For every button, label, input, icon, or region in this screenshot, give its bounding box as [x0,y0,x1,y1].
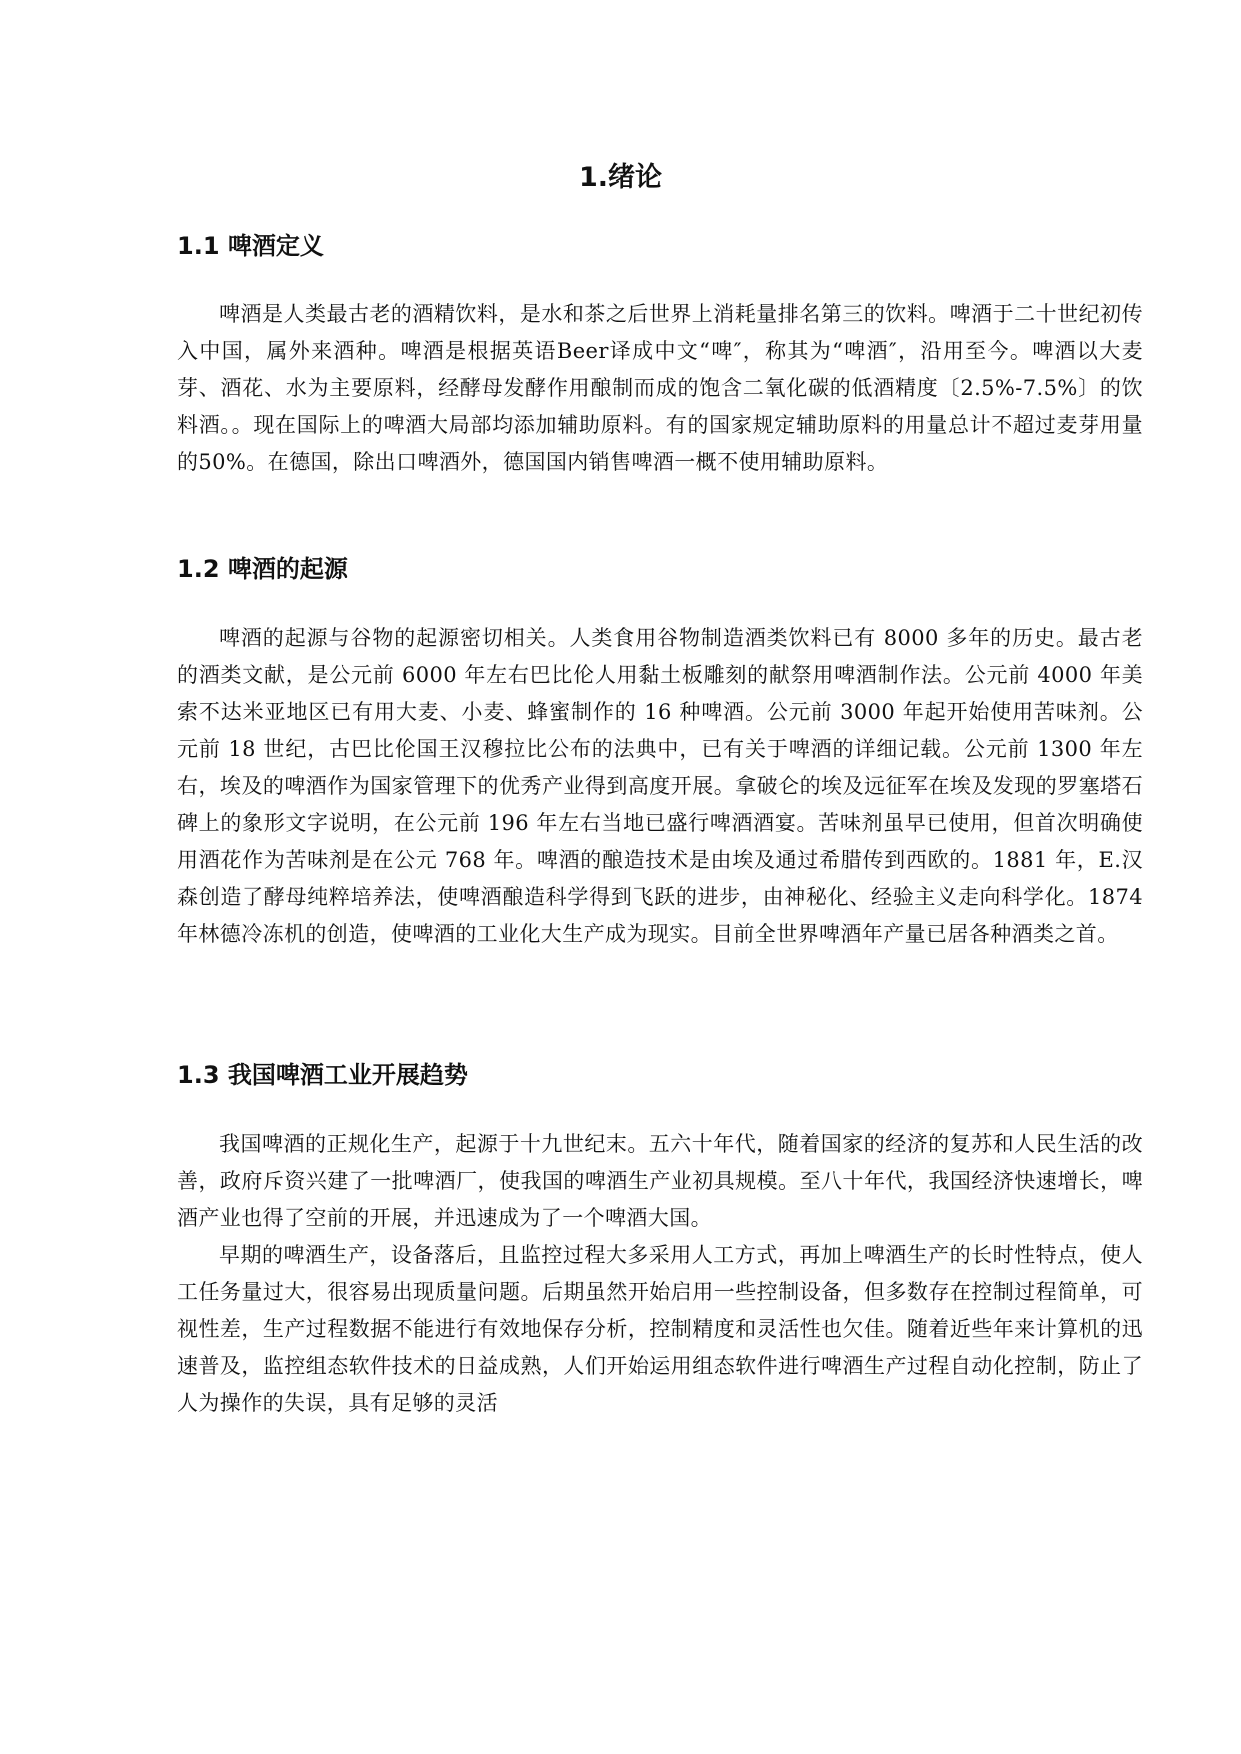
paragraph-beer-definition: 啤酒是人类最古老的酒精饮料，是水和茶之后世界上消耗量排名第三的饮料。啤酒于二十世纪初传入中国，属外来酒种。啤酒是根据英语Beer译成中文“啤″，称其为“啤酒″，沿用至今。啤酒以大麦芽、酒花、水为主要原料，经酵母发酵作用酿制而成的饱含二氧化碳的低酒精度〔2.5%-7.5%〕的饮料酒。。现在国际上的啤酒大局部均添加辅助原料。有的国家规定辅助原料的用量总计不超过麦芽用量的50%。在德国，除出口啤酒外，德国国内销售啤酒一概不使用辅助原料。 [177,302,1143,474]
paragraph-industry-history: 我国啤酒的正规化生产，起源于十九世纪末。五六十年代，随着国家的经济的复苏和人民生活的改善，政府斥资兴建了一批啤酒厂，使我国的啤酒生产业初具规模。至八十年代，我国经济快速增长，啤酒产业也得了空前的开展，并迅速成为了一个啤酒大国。 [177,1132,1143,1230]
chapter-title: 1.绪论 [578,162,663,193]
section-heading-1-3: 1.3 我国啤酒工业开展趋势 [177,1061,468,1089]
section-heading-1-2: 1.2 啤酒的起源 [177,555,348,583]
paragraph-beer-origin: 啤酒的起源与谷物的起源密切相关。人类食用谷物制造酒类饮料已有 8000 多年的历史。最古老的酒类文献，是公元前 6000 年左右巴比伦人用黏土板雕刻的献祭用啤酒制作法。公元前 4000 年美索不达米亚地区已有用大麦、小麦、蜂蜜制作的 16 种啤酒。公元前 3000 年起开始使用苦味剂。公元前 18 世纪，古巴比伦国王汉穆拉比公布的法典中，已有关于啤酒的详细记载。公元前 1300 年左右，埃及的啤酒作为国家管理下的优秀产业得到高度开展。拿破仑的埃及远征军在埃及发现的罗塞塔石碑上的象形文字说明，在公元前 196 年左右当地已盛行啤酒酒宴。苦味剂虽早已使用，但首次明确使用酒花作为苦味剂是在公元 768 年。啤酒的酿造技术是由埃及通过希腊传到西欧的。1881 年，E.汉森创造了酵母纯粹培养法，使啤酒酿造科学得到飞跃的进步，由神秘化、经验主义走向科学化。1874 年林德冷冻机的创造，使啤酒的工业化大生产成为现实。目前全世界啤酒年产量已居各种酒类之首。 [177,626,1143,946]
paragraph-production-control: 早期的啤酒生产，设备落后，且监控过程大多采用人工方式，再加上啤酒生产的长时性特点，使人工任务量过大，很容易出现质量问题。后期虽然开始启用一些控制设备，但多数存在控制过程简单，可视性差，生产过程数据不能进行有效地保存分析，控制精度和灵活性也欠佳。随着近些年来计算机的迅速普及，监控组态软件技术的日益成熟，人们开始运用组态软件进行啤酒生产过程自动化控制，防止了人为操作的失误，具有足够的灵活 [177,1243,1143,1415]
section-heading-1-1: 1.1 啤酒定义 [177,232,324,260]
